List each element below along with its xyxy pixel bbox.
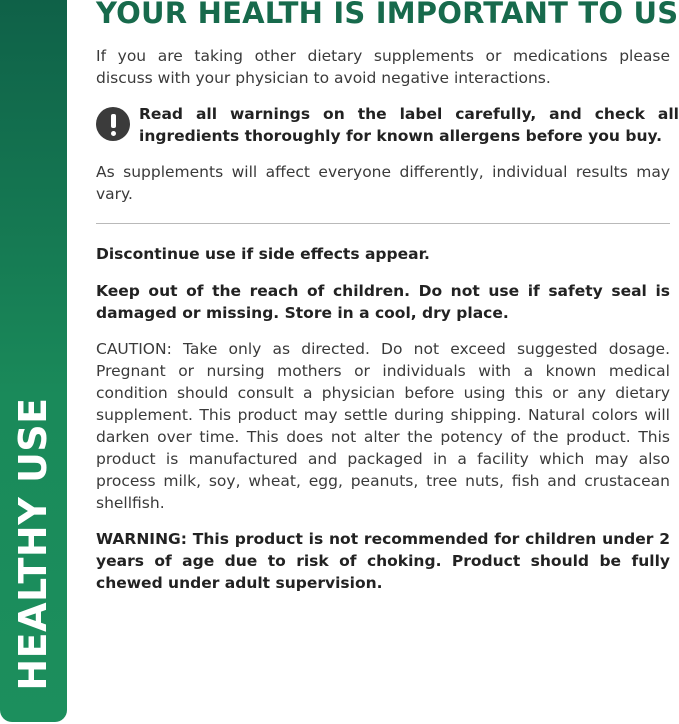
exclamation-circle-icon (96, 107, 130, 141)
discontinue-note: Discontinue use if side effects appear. (96, 245, 430, 263)
divider (96, 223, 670, 224)
sidebar-label: HEALTHY USE (11, 397, 55, 691)
page-heading: YOUR HEALTH IS IMPORTANT TO US (96, 0, 679, 30)
keep-out-note: Keep out of the reach of children. Do not use if safety seal is damaged or missing. Store in a cool, dry place. (96, 282, 670, 322)
results-note: As supplements will affect everyone differently, individual results may vary. (96, 163, 670, 203)
caution-paragraph: CAUTION: Take only as directed. Do not exceed suggested dosage. Pregnant or nursing mothers or individuals with a known medical condition should consult a physician before using this or any dietary supplement. This product may settle during shipping. Natural colors will darken over time. This does not alter the potency of the product. This product is manufactured and packaged in a facility which may also process milk, soy, wheat, egg, peanuts, tree nuts, fish and crustacean shellfish. (96, 340, 670, 512)
label-warning-row (96, 103, 679, 147)
sidebar-banner (0, 0, 67, 722)
supplements-note: If you are taking other dietary supplements or medications please discuss with your physician to avoid negative interactions. (96, 47, 670, 87)
label-warning-text: Read all warnings on the label carefully, and check all ingredients thoroughly for known allergens before you buy. (139, 105, 679, 145)
choking-warning: WARNING: This product is not recommended for children under 2 years of age due to risk of choking. Product should be fully chewed under adult supervision. (96, 530, 670, 592)
